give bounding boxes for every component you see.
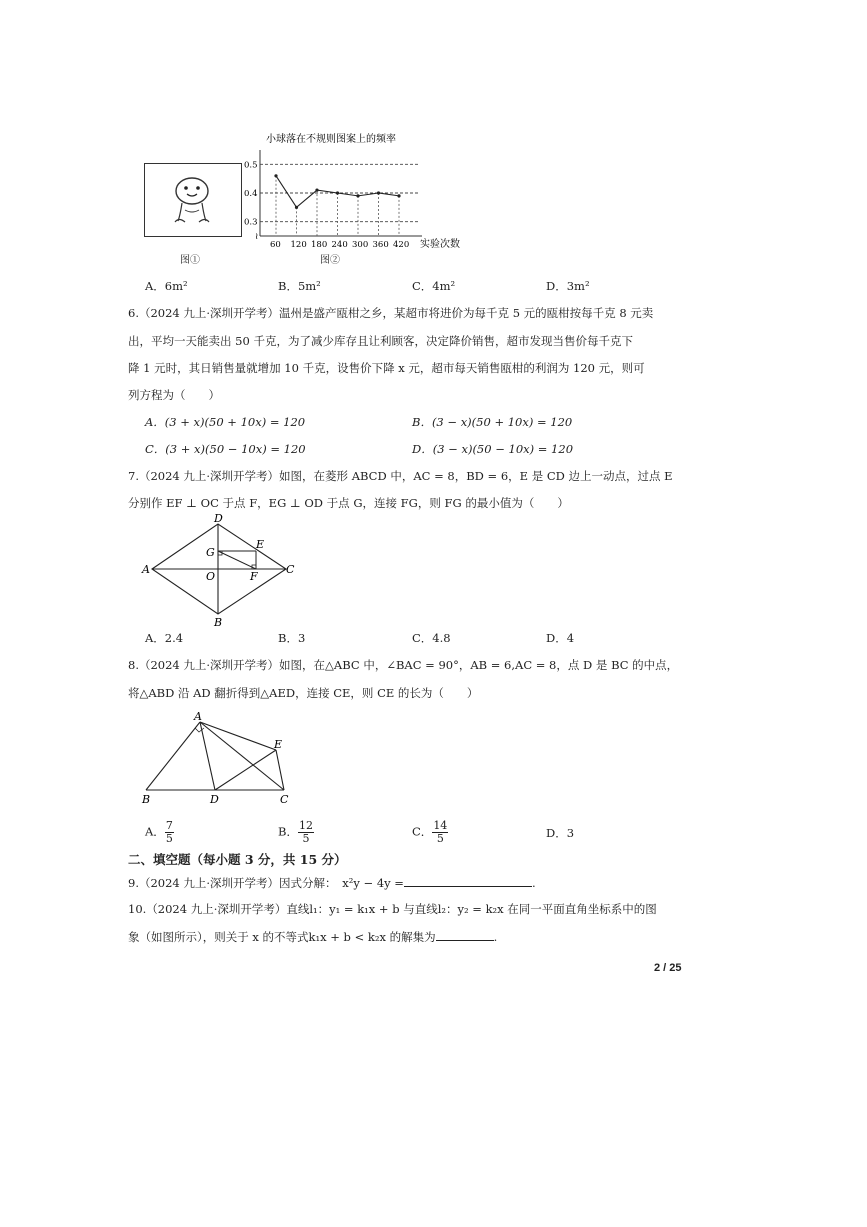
x-tick-label: 60: [270, 240, 281, 250]
q8-line-1: 8.（2024 九上·深圳开学考）如图，在△ABC 中，∠BAC = 90°，AB = 6,AC = 8，点 D 是 BC 的中点，: [128, 658, 679, 672]
q7-option-a[interactable]: A．2.4: [145, 631, 184, 645]
q8-option-d[interactable]: D．3: [546, 826, 575, 840]
label-C: C: [286, 563, 295, 576]
label-G: G: [206, 546, 215, 559]
label-E: E: [274, 738, 283, 751]
label-F: F: [250, 570, 258, 583]
section-heading-fill-in: 二、填空题（每小题 3 分，共 15 分）: [128, 852, 347, 867]
q9-line: 9.（2024 九上·深圳开学考）因式分解： x²y − 4y = .: [128, 876, 536, 890]
q8-option-a[interactable]: A． $\frac{7}{5}$: [145, 819, 173, 845]
q6-line-2: 出，平均一天能卖出 50 千克，为了减少库存且让利顾客，决定降价销售，超市发现当售价每千克下: [128, 334, 633, 348]
q9-text: 9.（2024 九上·深圳开学考）因式分解： x²y − 4y =: [128, 876, 404, 890]
q8-option-c[interactable]: C． $\frac{14}{5}$: [412, 819, 448, 845]
x-tick-label: 420: [393, 240, 410, 250]
x-axis-label: 实验次数: [420, 239, 460, 250]
chart-title: 小球落在不规则图案上的频率: [266, 134, 396, 145]
data-point: [377, 191, 380, 194]
q5-option-b[interactable]: B．5m²: [278, 279, 321, 293]
q7-line-1: 7.（2024 九上·深圳开学考）如图，在菱形 ABCD 中，AC = 8，BD = 6，E 是 CD 边上一动点，过点 E: [128, 469, 673, 483]
q6-option-b[interactable]: B．(3 − x)(50 + 10x) = 120: [412, 415, 573, 429]
q7-line-2: 分别作 EF ⊥ OC 于点 F，EG ⊥ OD 于点 G，连接 FG，则 FG 的最小值为（ ）: [128, 496, 569, 510]
fraction-14-5: $\frac{14}{5}$: [433, 819, 448, 845]
data-point: [295, 206, 298, 209]
data-point: [356, 194, 359, 197]
y-tick-label: 0.3: [244, 217, 258, 228]
q7-option-d[interactable]: D．4: [546, 631, 575, 645]
q9-answer-blank[interactable]: [404, 874, 532, 887]
x-tick-label: 180: [311, 240, 328, 250]
label-C: C: [280, 793, 289, 806]
data-point: [315, 189, 318, 192]
q10-line-2: 象（如图所示），则关于 x 的不等式k₁x + b < k₂x 的解集为 .: [128, 930, 498, 944]
x-tick-label: 240: [331, 240, 348, 250]
figure-1-mascot: [144, 163, 242, 237]
y-tick-label: 0.5: [244, 160, 258, 171]
q7-option-b[interactable]: B．3: [278, 631, 306, 645]
q6-line-3: 降 1 元时，其日销售量就增加 10 千克，设售价下降 x 元，超市每天销售瓯柑的利润为 120 元，则可: [128, 361, 645, 375]
q6-option-c[interactable]: C．(3 + x)(50 − 10x) = 120: [145, 442, 306, 456]
label-B: B: [142, 793, 151, 806]
fraction-7-5: $\frac{7}{5}$: [165, 819, 173, 845]
q10-line-1: 10.（2024 九上·深圳开学考）直线l₁：y₁ = k₁x + b 与直线l₂：y₂ = k₂x 在同一平面直角坐标系中的图: [128, 902, 657, 916]
frequency-line-chart: [244, 128, 466, 258]
mascot-image: [145, 164, 241, 236]
rhombus-figure: [140, 512, 300, 630]
data-point: [274, 174, 277, 177]
label-O: O: [206, 570, 216, 583]
label-A: A: [194, 710, 202, 723]
x-tick-label: 120: [290, 240, 307, 250]
label-D: D: [210, 793, 219, 806]
q5-option-a[interactable]: A．6m²: [145, 279, 188, 293]
q5-option-d[interactable]: D．3m²: [546, 279, 590, 293]
y-tick-label: 0.4: [244, 189, 258, 199]
q10-answer-blank[interactable]: [436, 928, 494, 941]
x-tick-label: 360: [372, 240, 389, 250]
q6-option-a[interactable]: A．(3 + x)(50 + 10x) = 120: [145, 415, 306, 429]
data-point: [336, 191, 339, 194]
label-A: A: [142, 563, 150, 576]
triangle-fold-figure: [138, 708, 298, 808]
axis-break: ≀: [255, 232, 259, 242]
q6-line-1: 6.（2024 九上·深圳开学考）温州是盛产瓯柑之乡，某超市将进价为每千克 5 元的瓯柑按每千克 8 元卖: [128, 306, 654, 320]
label-B: B: [214, 616, 223, 629]
figure-1-caption: 图①: [180, 255, 200, 266]
page-number: 2 / 25: [654, 962, 682, 974]
figure-2-caption: 图②: [320, 255, 340, 266]
x-tick-label: 300: [352, 240, 369, 250]
data-point: [397, 194, 400, 197]
q7-option-c[interactable]: C．4.8: [412, 631, 451, 645]
q5-option-c[interactable]: C．4m²: [412, 279, 456, 293]
fraction-12-5: $\frac{12}{5}$: [298, 819, 313, 845]
q6-line-4: 列方程为（ ）: [128, 388, 220, 402]
q10-text: 象（如图所示），则关于 x 的不等式k₁x + b < k₂x 的解集为: [128, 930, 436, 944]
q8-line-2: 将△ABD 沿 AD 翻折得到△AED，连接 CE，则 CE 的长为（ ）: [128, 686, 479, 700]
label-D: D: [214, 512, 223, 525]
q8-option-b[interactable]: B． $\frac{12}{5}$: [278, 819, 313, 845]
label-E: E: [256, 538, 265, 551]
q6-option-d[interactable]: D．(3 − x)(50 − 10x) = 120: [412, 442, 574, 456]
